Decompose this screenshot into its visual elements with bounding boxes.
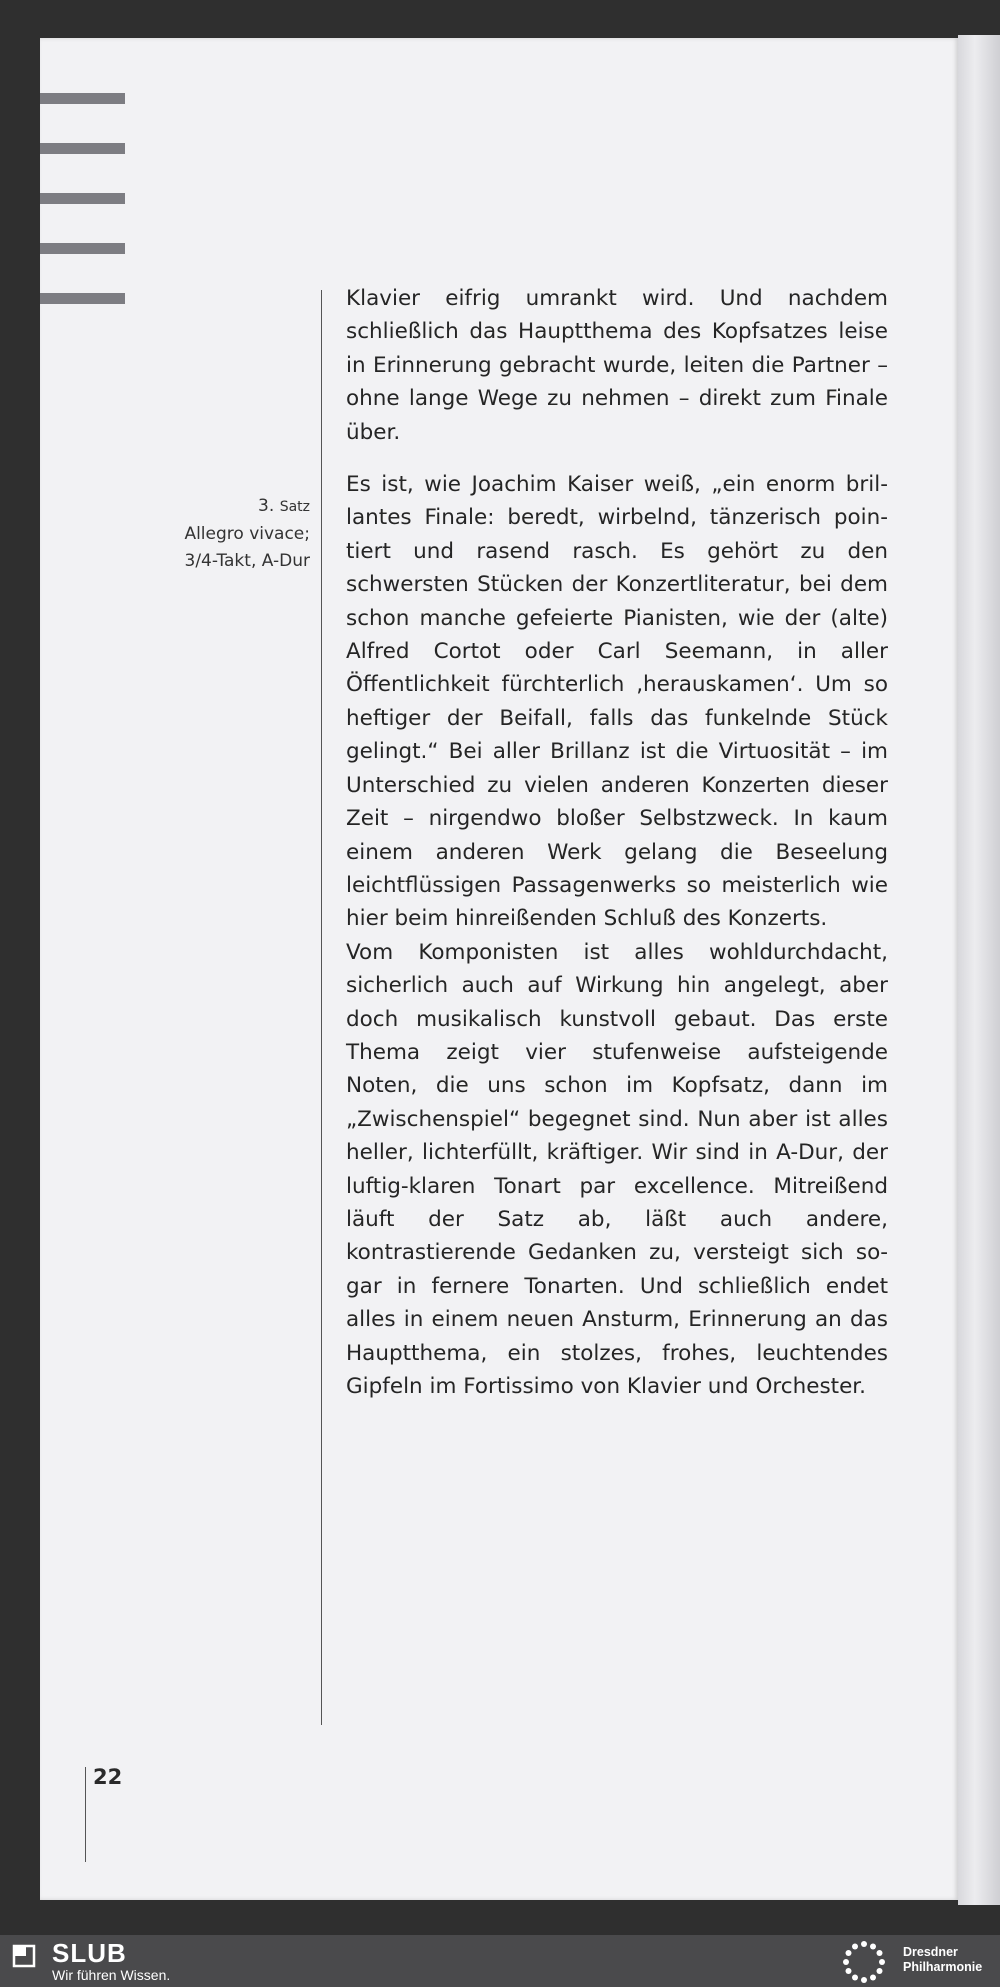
body-text bbox=[346, 282, 888, 1403]
library-name[interactable]: SLUB bbox=[52, 1938, 127, 1968]
margin-tab-marks bbox=[40, 93, 125, 343]
tab-mark bbox=[40, 143, 125, 154]
tab-mark bbox=[40, 243, 125, 254]
tab-mark bbox=[40, 293, 125, 304]
movement-tempo: Allegro vivace; bbox=[184, 524, 310, 544]
library-tagline: Wir führen Wissen. bbox=[52, 1967, 171, 1983]
movement-number: 3. bbox=[258, 496, 275, 516]
paragraph: Es ist, wie Joachim Kaiser weiß, „ein enorm brillantes Finale: beredt, wirbelnd, tänzerisch pointiert und rasend rasch. Es gehört zu den schwersten Stücken der Konzertliteratur, bei dem schon manche gefeierte Pianisten, wie der (alte) Alfred Cortot oder Carl Seemann, in aller Öffentlichkeit fürchterlich ‚herauskamen‘. Um so heftiger der Beifall, falls das funkelnde Stück gelingt.“ Bei aller Brillanz ist die Virtuosität – im Unterschied zu vielen anderen Konzerten dieser Zeit – nirgendwo bloßer Selbstzweck. In kaum einem anderen Werk gelang die Beseelung leichtflüssigen Passagenwerks so meisterlich wie hier beim hinreißenden Schluß des Konzerts. bbox=[346, 472, 888, 932]
paragraph: Klavier eifrig umrankt wird. Und nachdem schließlich das Hauptthema des Kopfsatzes leise in Erinnerung gebracht wurde, leiten die Partner – ohne lange Wege zu nehmen – direkt zum Finale über. bbox=[346, 286, 888, 445]
page-number: 22 bbox=[93, 1765, 123, 1789]
partner-line2: Philharmonie bbox=[903, 1960, 983, 1974]
partner-name[interactable] bbox=[903, 1945, 982, 1975]
movement-word: Satz bbox=[279, 499, 310, 515]
movement-sidenote bbox=[60, 493, 310, 575]
slub-logo-icon bbox=[12, 1943, 38, 1969]
movement-heading bbox=[60, 493, 310, 521]
philharmonie-logo-icon bbox=[842, 1940, 886, 1984]
movement-meter-key: 3/4-Takt, A-Dur bbox=[184, 551, 310, 571]
page-number-rule bbox=[85, 1767, 86, 1862]
tab-mark bbox=[40, 93, 125, 104]
paragraph: Vom Komponisten ist alles wohldurchdacht, sicherlich auch auf Wirkung hin angelegt, aber doch musikalisch kunstvoll gebaut. Das erste Thema zeigt vier stufenweise aufsteigende Noten, die uns schon im Kopfsatz, dann im „Zwischenspiel“ begegnet sind. Nun aber ist alles heller, lichterfüllt, kräftiger. Wir sind in A-Dur, der luftig-klaren Tonart par excellence. Mitreißend läuft der Satz ab, läßt auch andere, kontrastierende Gedanken zu, versteigt sich sogar in fernere Tonarten. Und schließlich endet alles in einem neuen Ansturm, Erinnerung an das Hauptthema, ein stolzes, frohes, leuchtendes Gipfeln im Fortissimo von Klavier und Orchester. bbox=[346, 939, 888, 1399]
tab-mark bbox=[40, 193, 125, 204]
partner-line1: Dresdner bbox=[903, 1945, 958, 1959]
next-page-edge bbox=[958, 35, 1000, 1905]
column-divider bbox=[321, 290, 322, 1725]
